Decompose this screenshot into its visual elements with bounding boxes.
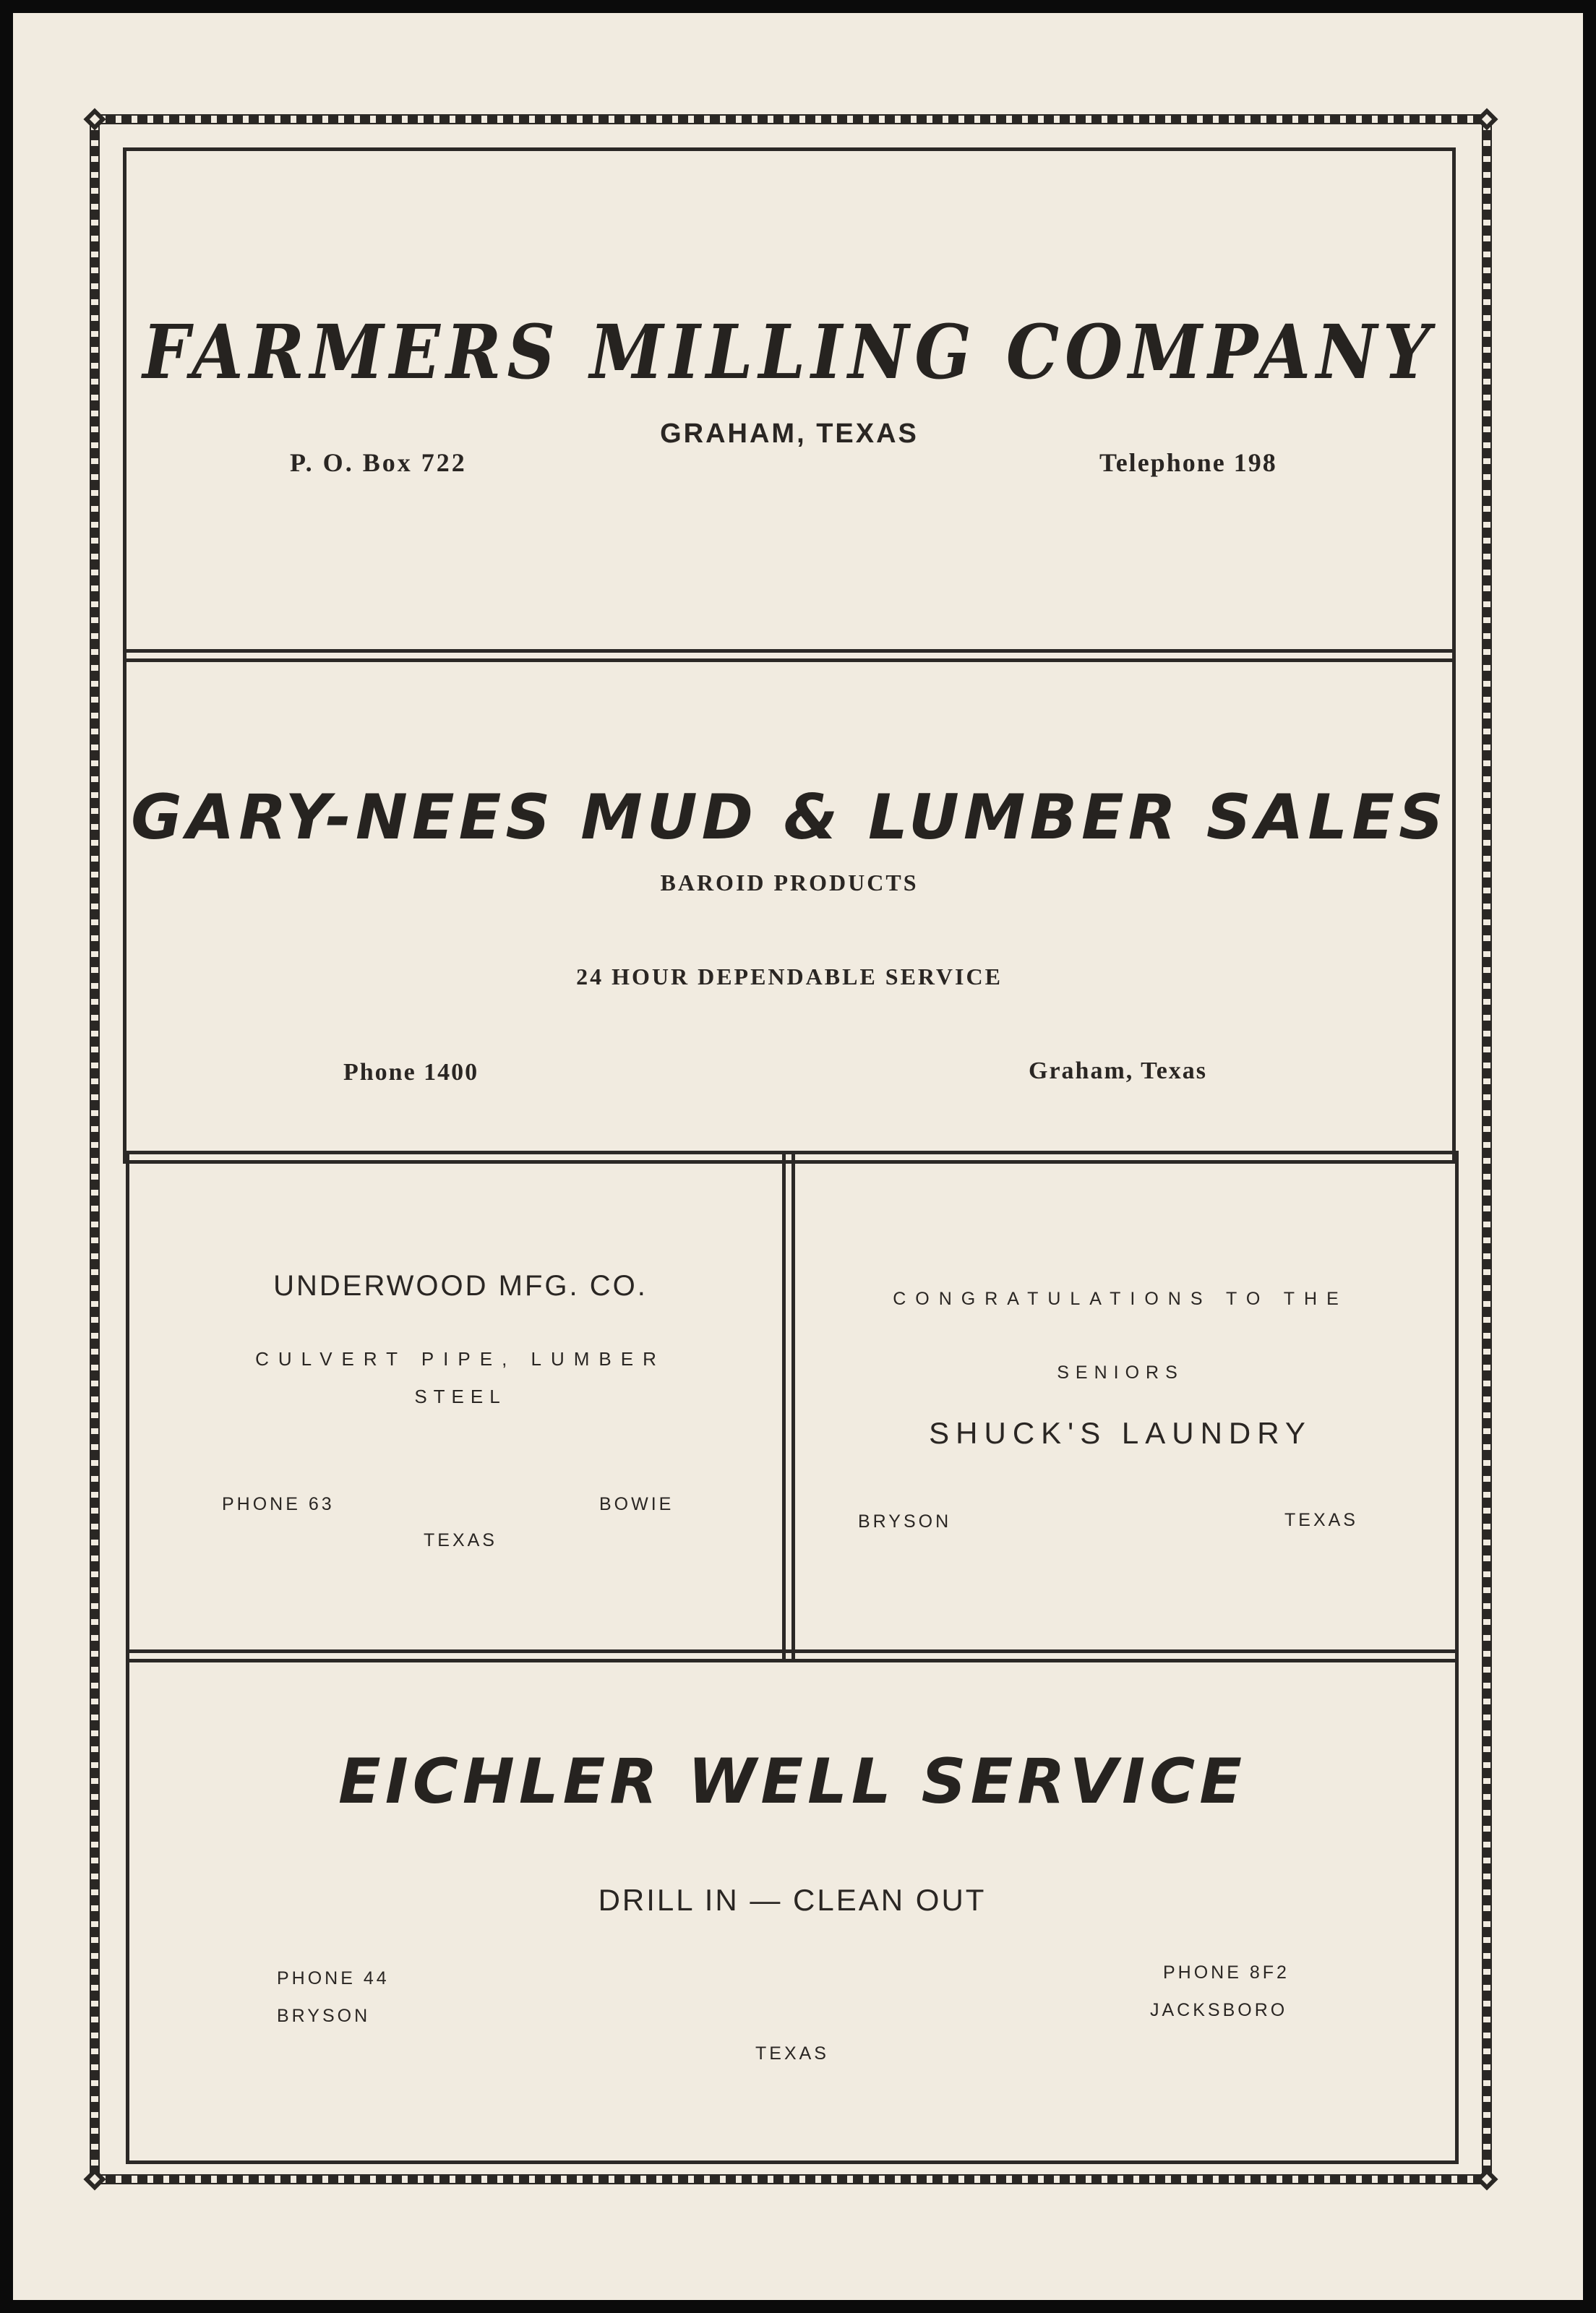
ad-city: BOWIE [599,1494,674,1514]
ad-city: JACKSBORO [1150,2000,1288,2020]
corner-ornament-icon [1475,2168,1498,2190]
ad-tagline: 24 HOUR DEPENDABLE SERVICE [576,964,1003,990]
ad-shucks-laundry [782,1151,1459,1662]
ad-tagline: BAROID PRODUCTS [660,870,919,896]
chain-border-left [90,114,100,2184]
ad-state: TEXAS [755,2043,829,2064]
ad-phone: PHONE 8F2 [1163,1962,1290,1983]
corner-ornament-icon [83,108,106,130]
ad-products: CULVERT PIPE, LUMBER [255,1348,666,1370]
ad-phone: PHONE 63 [222,1494,335,1514]
chain-border-top [90,114,1492,124]
ad-greeting: CONGRATULATIONS TO THE [893,1289,1348,1309]
ad-products: STEEL [414,1386,507,1407]
ad-city: BRYSON [858,1511,952,1532]
ad-business-name: FARMERS MILLING COMPANY [142,308,1436,396]
ad-city: Graham, Texas [1029,1057,1208,1084]
ad-phone: PHONE 44 [277,1968,390,1988]
ad-city: BRYSON [277,2006,371,2026]
ad-business-name: SHUCK'S LAUNDRY [929,1416,1312,1450]
ad-business-name: UNDERWOOD MFG. CO. [273,1270,648,1302]
ad-underwood-mfg [126,1151,795,1662]
chain-border-bottom [90,2174,1492,2184]
ad-tagline: DRILL IN — CLEAN OUT [598,1883,987,1917]
corner-ornament-icon [83,2168,106,2190]
ad-city: GRAHAM, TEXAS [660,419,919,449]
ad-telephone: Telephone 198 [1099,448,1277,477]
chain-border-right [1482,114,1492,2184]
ad-business-name: EICHLER WELL SERVICE [338,1746,1246,1818]
ad-farmers-milling [123,147,1456,662]
ad-po-box: P. O. Box 722 [290,448,467,477]
ad-eichler-well-service [126,1649,1459,2164]
ad-business-name: GARY-NEES MUD & LUMBER SALES [131,781,1448,854]
corner-ornament-icon [1475,108,1498,130]
yearbook-ad-page [13,13,1583,2300]
ad-greeting: SENIORS [1057,1363,1184,1383]
ad-gary-nees [123,649,1456,1164]
ad-phone: Phone 1400 [343,1059,479,1086]
ad-state: TEXAS [1284,1510,1358,1530]
ad-state: TEXAS [424,1530,497,1550]
